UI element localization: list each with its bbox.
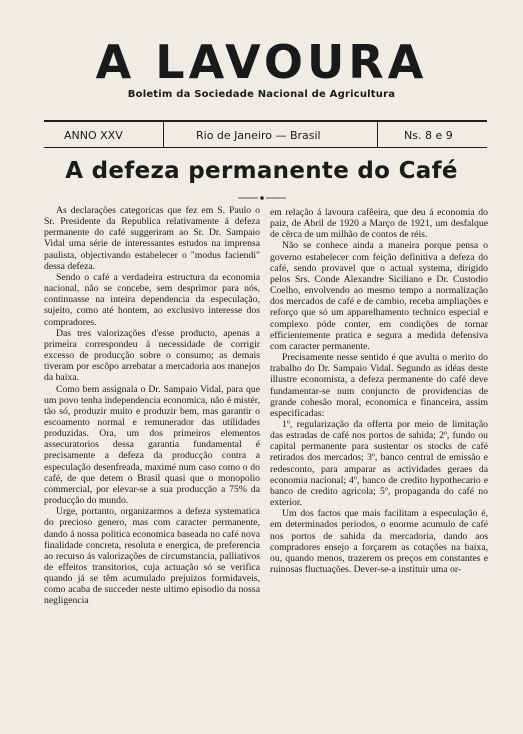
issue-numbers: Ns. 8 e 9 [404, 129, 453, 142]
masthead-title: A LAVOURA [95, 35, 428, 89]
issue-bar-top-rule [44, 120, 487, 122]
issue-bar-divider-left [163, 122, 164, 148]
issue-bar-bottom-rule [44, 147, 487, 148]
issue-volume: ANNO XXV [64, 129, 123, 142]
paragraph: Das tres valorizações d'esse producto, apenas a primeira correspondeu á necessidade de corrigir excesso de producção sobre o consumo; as demais tiveram por escôpo arrebatar a mercadoria aos manejos da baixa. [44, 327, 260, 384]
article-right-column [270, 207, 488, 575]
title-ornament [236, 195, 288, 201]
issue-place-date: Rio de Janeiro — Brasil [196, 129, 321, 142]
paragraph: em relação á lavoura cafêeira, que deu á economia do paiz, de Abril de 1920 a Março de 1921, um desfalque de cêrca de um milhão de contos de réis. [270, 207, 488, 241]
paragraph: 1º, regularização da offerta por meio de limitação das estradas de café nos portos de sahida; 2º, fundo ou capital permanente para sustentar os stocks de café retirados dos mercados; 3º, banco central de emissão e redesconto, para amparar as actividades geraes da economia nacional; 4º, banco de credito hypothecario e banco de credito agricola; 5º, propaganda do café no exterior. [270, 418, 488, 509]
paragraph: Sendo o café a verdadeira estructura da economia nacional, não se concebe, sem desprimor para nós, continuasse na inteira dependencia da especulação, sujeito, como até hontem, ao exclusivo interesse dos compradores. [44, 271, 260, 328]
paragraph: As declarações categoricas que fez em S. Paulo o Sr. Presidente da Republica relativamente á defeza permanente do café suggeriram ao Sr. Dr. Sampaio Vidal uma série de interessantes estudos na imprensa paulista, objectivando estabelecer o "modus faciendi" dessa defeza. [44, 205, 260, 272]
article-left-column [44, 205, 260, 607]
paragraph: Precisamente nesse sentido é que avulta o merito do trabalho do Dr. Sampaio Vidal. Segundo as idéas deste illustre economista, a defeza permanente do café deve fundamentar-se num conjuncto de providencias de grande cohesão moral, economica e financeira, assim especificadas: [270, 352, 488, 419]
issue-bar-divider-right [377, 122, 378, 148]
masthead-subtitle: Boletim da Sociedade Nacional de Agricultura [127, 89, 396, 100]
paragraph: Um dos factos que mais facilitam a especulação é, em determinados periodos, o enorme acumulo de café nos portos de sahida da mercadoria, dando aos compradores ensejo a forçarem as cotações na baixa, ou, quando menos, trazerem os preços em constantes e ruinosas fluctuações. Dever-se-a instituir uma or- [270, 508, 488, 575]
paragraph: Como bem assignala o Dr. Sampaio Vidal, para que um povo tenha independencia economica, não é mistér, tão só, produzir muito e produzir bem, mas garantir o escoamento normal e remunerador das utilidades produzidas. Ora, um dos primeiros elementos assecuratorios dessa garantia fundamental é precisamente a defeza da producção contra a especulação desenfreada, maximé num caso como o do café, de que detem o Brasil quasi que o monopolio commercial, por elevar-se a sua producção a 75% da producção do mundo. [44, 383, 260, 507]
article-title: A defeza permanente do Café [65, 158, 458, 184]
paragraph: Não se conhece ainda a maneira porque pensa o governo estabelecer com feição definitiva a defeza do café, sendo provavel que o actual systema, dirigido pelos Srs. Conde Alexandre Siciliano e Dr. Custodio Coelho, envolvendo ao mesmo tempo a normalização dos mercados de café e de cambio, receba ampliações e reforço que só um apparelhamento technico especial e complexo póde conter, em condições de tornar efficientemente pratica e segura a medida defensiva com caracter permanente. [270, 240, 488, 352]
paragraph: Urge, portanto, organizarmos a defeza systematica do precioso genero, mas com caracter permanente, dando á nossa politica economica baseada no café nova finalidade concreta, resoluta e energica, de preferencia ao recurso ás valorizações de circumstancia, palliativos de effeitos transitorios, cuja actuação só se verifica quando já se têm acumulado prejuizos formidaveis, como acaba de succeder neste ultimo episodio da nossa negligencia [44, 506, 260, 607]
